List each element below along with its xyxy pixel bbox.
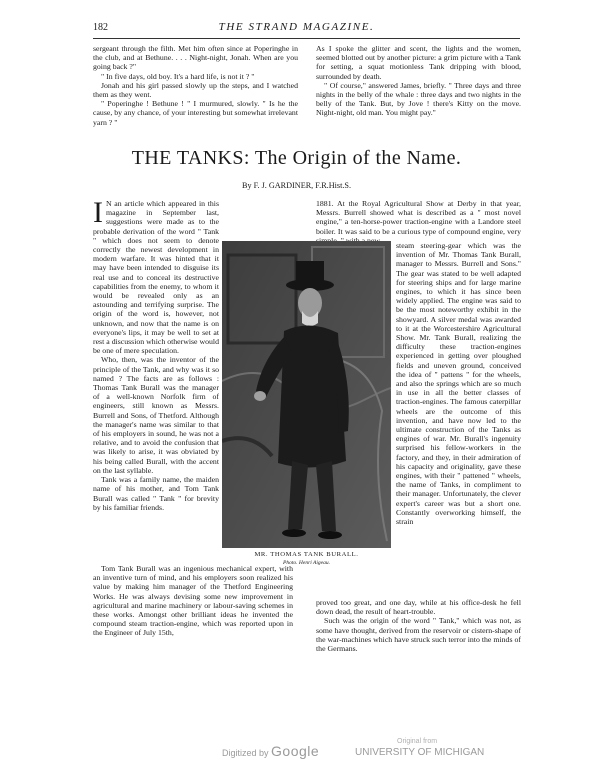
- paragraph: " In five days, old boy. It's a hard life, is not it ? ": [101, 71, 255, 81]
- paragraph: Tank was a family name, the maiden name of his mother, and Tom Tank Burall was called " Tank " for brevity by his familiar friends.: [93, 475, 219, 512]
- paragraph: " Poperinghe ! Bethune ! " I murmured, slowly. " Is he the cause, by any chance, of your interesting but somewhat irrelevant yarn ? ": [93, 99, 298, 127]
- prev-story-right-column: [316, 44, 521, 118]
- digitized-watermark: [222, 743, 319, 759]
- paragraph: " Of course," answered James, briefly. " Three days and three nights in the belly of the whale : three days and two nights in the belly of the Tank. But, by Jove ! there's Kitty on the move. Night-night, old man. You might pay.": [316, 80, 521, 118]
- paragraph: steam steering-gear which was the invention of Mr. Thomas Tank Burall, manager to Messrs. Burrell and Sons." The gear was stated to be well adapted for steering ships and for large marine engines, to which it has since been widely applied. The engine was said to be the most noteworthy exhibit in the showyard. A silver medal was awarded to it at the Worcestershire Agricultural Show. Mr. Tank Burall, realizing the difficulty these traction-engines experienced in getting over ploughed fields and uneven ground, conceived the idea of " pattens " for the wheels, and also the springs which are so much in use in all the better classes of traction-engines. The famous caterpillar wheels are the outcome of this invention, and have now led to the ultimate construction of the Tanks as engines of war. Mr. Burall's ingenuity surprised his fellow-workers in the factory, and they, in their admiration of his capacity and originality, gave these engines, with their " pattened " wheels, the name of Tanks, in compliment to their manager. Unfortunately, the clever expert's career was but a short one. Constantly overworking himself, the strain: [396, 241, 521, 527]
- portrait-photo: [222, 241, 391, 548]
- google-logo: Google: [271, 743, 320, 759]
- university-watermark: UNIVERSITY OF MICHIGAN: [355, 747, 485, 758]
- opening-paragraph: [93, 196, 219, 356]
- original-from-watermark: Original from: [397, 738, 438, 745]
- article-byline: By F. J. GARDINER, F.R.Hist.S.: [241, 181, 351, 190]
- portrait-illustration: [222, 241, 391, 548]
- article-title: THE TANKS: The Origin of the Name.: [131, 147, 462, 169]
- digitized-by-text: Digitized by: [222, 748, 269, 758]
- drop-cap: I: [93, 196, 103, 229]
- page-number: 182: [93, 22, 108, 33]
- article-bottom-left-text: [93, 564, 293, 638]
- paragraph: As I spoke the glitter and scent, the lights and the women, seemed blotted out by another picture: a grim picture with a Tank for setting, a squat motionless Tank dripping with blood, surrounded by death.: [316, 44, 521, 81]
- paragraph: sergeant through the filth. Met him often since at Poperinghe in the club, and at Bethune. . . . Night-night, Jonah. When are you going back ?": [93, 44, 298, 72]
- photo-caption: MR. THOMAS TANK BURALL.: [254, 551, 359, 558]
- running-head: THE STRAND MAGAZINE.: [218, 21, 375, 33]
- photo-credit: Photo. Henri Aigeau.: [283, 560, 330, 566]
- article-right-column: [396, 241, 521, 526]
- paragraph: Such was the origin of the word " Tank," which was not, as some have thought, derived from the reservoir or cistern-shape of the war-machines which have struck such terror into the minds of the Germans.: [316, 616, 521, 654]
- article-right-top-text: [316, 199, 521, 245]
- paragraph: Who, then, was the inventor of the principle of the Tank, and why was it so named ? The facts are as follows : Thomas Tank Burall was the manager of a well-known Norfolk firm of engineers, still known as Messrs. Burrell and Sons, of Thetford. Although the manager's name was similar to that of his employers in sound, he was not a relative, and to avoid the confusion that was likely to arise, it was obviated by his being called Burall, with the accent on the last syllable.: [93, 355, 219, 475]
- prev-story-left-column: [93, 44, 298, 127]
- paragraph: Tom Tank Burall was an ingenious mechanical expert, with an inventive turn of mind, and his employers soon realized his value by making him manager of the Thetford Engineering Works. He was always devising some new improvement in agricultural and marine machinery or labour-saving schemes in these works. Amongst other brilliant ideas he invented the compound steam traction-engine, which was reported upon in the Engineer of July 15th,: [93, 564, 293, 638]
- article-bottom-right-text: [316, 598, 521, 653]
- header-rule: [93, 38, 520, 39]
- article-left-column: [93, 196, 219, 512]
- paragraph: 1881. At the Royal Agricultural Show at Derby in that year, Messrs. Burrell showed what is described as a " most novel engine," a ten-horse-power traction-engine with a Landore steel boiler. It was said to be a curious type of compound engine, very: [316, 199, 521, 236]
- paragraph: proved too great, and one day, while at his office-desk he fell down dead, the result of heart-trouble.: [316, 598, 521, 617]
- paragraph: Jonah and his girl passed slowly up the steps, and I watched them as they went.: [93, 80, 298, 100]
- opening-text: N an article which appeared in this magazine in September last, suggestions were made as to the probable derivation of the word " Tank " which does not seem to denote correctly the newest development in modern warfare. It was hinted that it may have been intended to disguise its real use and to conceal its destructive capabilities from the enemy, to whom it would be revealed only as an astounding and terrifying surprise. The origin of the word is, however, not unknown, and now that the name is on everyone's lips, it may be well to set at rest a discussion which otherwise would be one of mere speculation.: [93, 199, 219, 356]
